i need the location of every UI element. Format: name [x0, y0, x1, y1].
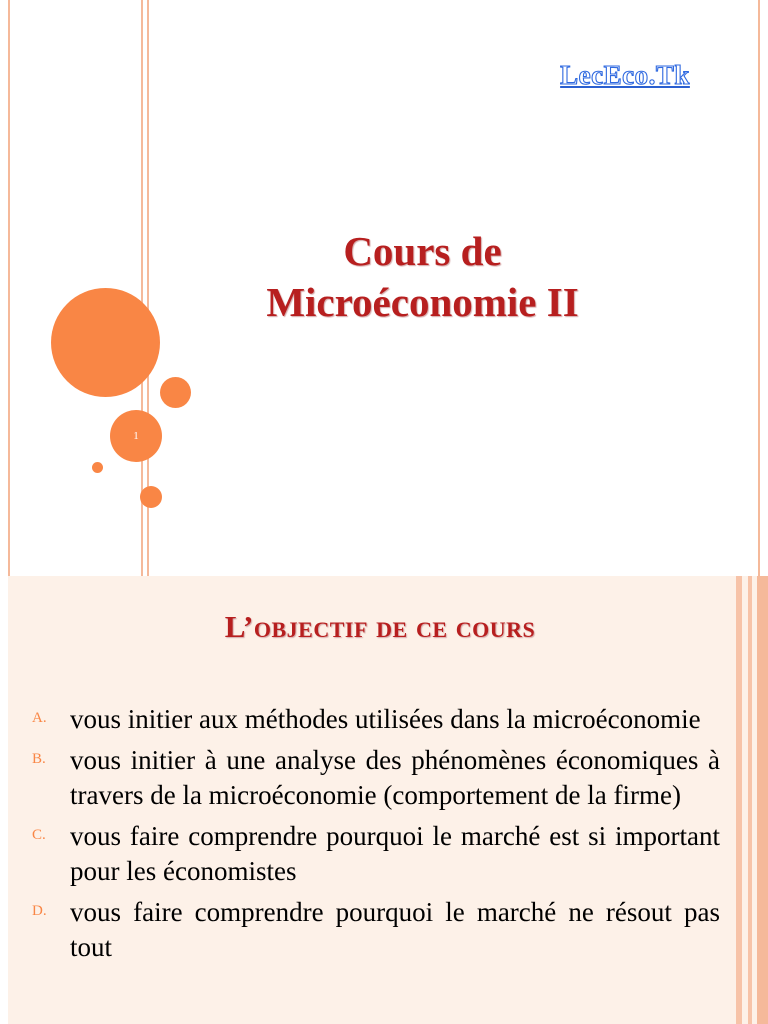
- list-item-text: vous initier aux méthodes utilisées dans la microéconomie: [70, 704, 701, 734]
- right-border-line: [758, 0, 760, 576]
- small-circle-decoration: [92, 462, 103, 473]
- list-item-text: vous initier à une analyse des phénomènes économiques à travers de la microéconomie (comportement de la firme): [70, 745, 720, 810]
- list-item: [32, 743, 720, 813]
- left-border-line: [8, 0, 10, 576]
- slide-title: [200, 226, 645, 328]
- slide-heading: L’objectif de ce cours: [224, 609, 536, 644]
- title-line: Cours de: [343, 228, 502, 274]
- left-border-stripe: [0, 576, 8, 1024]
- large-circle-decoration: [51, 288, 160, 397]
- list-item-text: vous faire comprendre pourquoi le marché est si important pour les économistes: [70, 821, 720, 886]
- site-link[interactable]: LecEco.Tk: [560, 60, 690, 90]
- objectives-slide: [0, 576, 768, 1024]
- title-line: Microéconomie II: [266, 279, 579, 325]
- list-marker: B.: [32, 751, 46, 767]
- right-border-stripe: [757, 576, 768, 1024]
- list-item: [32, 819, 720, 889]
- list-item: [32, 702, 720, 737]
- page-number: 1: [133, 430, 139, 442]
- right-border-stripe: [736, 576, 742, 1024]
- list-item-text: vous faire comprendre pourquoi le marché ne résout pas tout: [70, 897, 720, 962]
- list-marker: D.: [32, 903, 47, 919]
- small-circle-decoration: [140, 486, 162, 508]
- list-marker: C.: [32, 827, 46, 843]
- medium-circle-decoration: [160, 377, 191, 408]
- list-marker: A.: [32, 710, 47, 726]
- objectives-list: [32, 702, 720, 971]
- list-item: [32, 895, 720, 965]
- right-border-stripe: [748, 576, 752, 1024]
